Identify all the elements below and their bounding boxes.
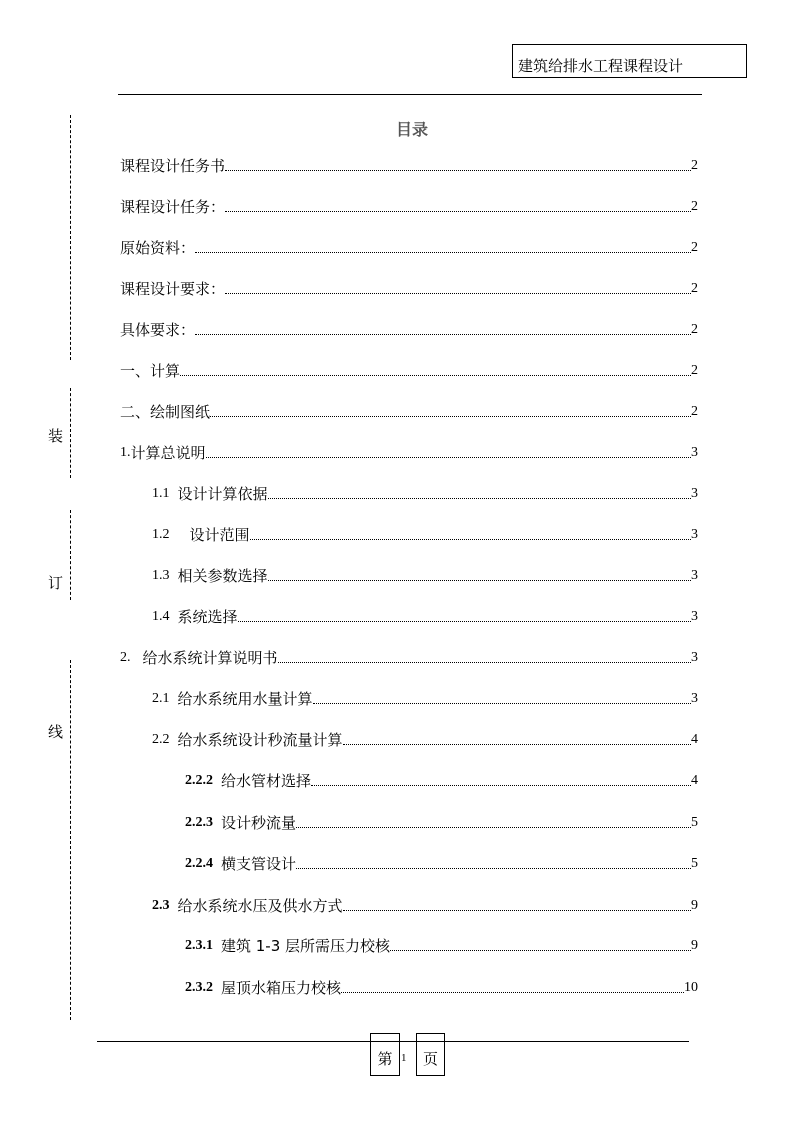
binding-label-zhuang: 装 (48, 427, 64, 445)
toc-leader-dots (341, 991, 684, 993)
toc-entry-label: 原始资料： (120, 239, 196, 257)
toc-entry[interactable] (120, 155, 698, 175)
toc-entry-page: 10 (684, 980, 698, 995)
toc-entry[interactable] (185, 770, 698, 790)
toc-leader-dots (343, 743, 691, 745)
toc-entry-label: 课程设计任务书 (120, 157, 226, 175)
toc-entry-page: 2 (691, 240, 698, 255)
toc-entry-page: 2 (691, 404, 698, 419)
binding-label-xian: 线 (48, 723, 64, 741)
toc-entry-label: 给水系统水压及供水方式 (177, 897, 343, 915)
toc-entry-label: 给水管材选择 (221, 772, 312, 790)
toc-entry-label: 课程设计任务： (120, 198, 226, 216)
toc-entry-number: 2.1 (152, 691, 170, 706)
toc-entry-label: 设计范围 (189, 526, 250, 544)
toc-entry-label: 系统选择 (177, 608, 238, 626)
toc-entry-page: 2 (691, 363, 698, 378)
toc-entry-number: 2.3.2 (185, 980, 213, 995)
toc-leader-dots (268, 497, 691, 499)
toc-entry[interactable] (152, 483, 698, 503)
toc-entry-page: 2 (691, 158, 698, 173)
toc-entry-label: 给水系统用水量计算 (177, 690, 313, 708)
toc-entry-page: 3 (691, 527, 698, 542)
toc-entry-number: 2. (120, 650, 131, 665)
toc-leader-dots (343, 909, 691, 911)
toc-entry-number: 1.3 (152, 568, 170, 583)
toc-entry-label: 二、绘制图纸 (120, 403, 211, 421)
toc-entry-page: 5 (691, 815, 698, 830)
toc-leader-dots (311, 784, 691, 786)
toc-entry[interactable] (185, 812, 698, 832)
toc-leader-dots (210, 415, 691, 417)
toc-entry-number: 2.2.2 (185, 773, 213, 788)
toc-entry[interactable] (120, 237, 698, 257)
toc-entry-label: 一、计算 (120, 362, 181, 380)
toc-entry[interactable] (120, 360, 698, 380)
binding-label-ding: 订 (48, 574, 64, 592)
toc-entry[interactable] (152, 729, 698, 749)
toc-leader-dots (195, 251, 691, 253)
toc-entry[interactable] (120, 401, 698, 421)
toc-entry[interactable] (120, 196, 698, 216)
toc-entry-label: 建筑 1-3 层所需压力校核 (221, 937, 391, 955)
toc-title: 目录 (395, 120, 428, 139)
toc-entry-number: 1.4 (152, 609, 170, 624)
toc-entry-number: 2.2 (152, 732, 170, 747)
toc-leader-dots (268, 579, 691, 581)
toc-entry-label: 给水系统计算说明书 (142, 649, 278, 667)
toc-entry-page: 2 (691, 199, 698, 214)
toc-entry-label: 屋顶水箱压力校核 (221, 979, 342, 997)
toc-entry-number: 1.2 (152, 527, 170, 542)
toc-leader-dots (225, 210, 691, 212)
toc-entry-number: 2.3.1 (185, 938, 213, 953)
toc-entry-page: 3 (691, 445, 698, 460)
toc-entry-number: 1.1 (152, 486, 170, 501)
toc-entry-page: 3 (691, 609, 698, 624)
toc-entry-label: 计算总说明 (130, 444, 206, 462)
toc-entry[interactable] (120, 278, 698, 298)
toc-entry[interactable] (185, 977, 698, 997)
page-label-ye: 页 (416, 1033, 445, 1076)
toc-entry[interactable] (185, 935, 698, 955)
toc-entry-label: 设计秒流量 (221, 814, 297, 832)
toc-leader-dots (238, 620, 691, 622)
toc-leader-dots (296, 867, 691, 869)
toc-entry[interactable] (152, 606, 698, 626)
toc-entry-label: 具体要求： (120, 321, 196, 339)
toc-entry-page: 4 (691, 732, 698, 747)
toc-leader-dots (313, 702, 691, 704)
toc-entry-label: 设计计算依据 (177, 485, 268, 503)
toc-entry-label: 横支管设计 (221, 855, 297, 873)
toc-entry-page: 3 (691, 568, 698, 583)
toc-entry[interactable] (152, 524, 698, 544)
toc-entry[interactable] (120, 319, 698, 339)
toc-leader-dots (390, 949, 691, 951)
toc-leader-dots (206, 456, 691, 458)
toc-entry-page: 4 (691, 773, 698, 788)
toc-entry-number: 2.2.3 (185, 815, 213, 830)
toc-leader-dots (278, 661, 691, 663)
toc-entry[interactable] (152, 688, 698, 708)
toc-entry[interactable] (120, 647, 698, 667)
toc-leader-dots (296, 826, 691, 828)
toc-entry-label: 相关参数选择 (177, 567, 268, 585)
toc-entry-page: 9 (691, 938, 698, 953)
toc-entry[interactable] (120, 442, 698, 462)
toc-entry-page: 2 (691, 322, 698, 337)
page-label-di: 第 (370, 1033, 400, 1076)
toc-entry-number: 2.3 (152, 898, 170, 913)
toc-leader-dots (225, 292, 691, 294)
toc-entry-label: 给水系统设计秒流量计算 (177, 731, 343, 749)
toc-entry-page: 9 (691, 898, 698, 913)
toc-entry-page: 2 (691, 281, 698, 296)
toc-entry-page: 3 (691, 486, 698, 501)
toc-leader-dots (195, 333, 691, 335)
toc-entry[interactable] (152, 895, 698, 915)
toc-entry-label: 课程设计要求： (120, 280, 226, 298)
toc-entry[interactable] (152, 565, 698, 585)
toc-entry-page: 5 (691, 856, 698, 871)
toc-entry[interactable] (185, 853, 698, 873)
toc-entry-page: 3 (691, 691, 698, 706)
toc-entry-number: 1. (120, 445, 131, 460)
header-title-box: 建筑给排水工程课程设计 (512, 44, 747, 78)
toc-entry-number: 2.2.4 (185, 856, 213, 871)
toc-leader-dots (250, 538, 691, 540)
toc-entry-page: 3 (691, 650, 698, 665)
toc-leader-dots (225, 169, 691, 171)
page-number: 1 (401, 1052, 407, 1064)
toc-leader-dots (180, 374, 691, 376)
